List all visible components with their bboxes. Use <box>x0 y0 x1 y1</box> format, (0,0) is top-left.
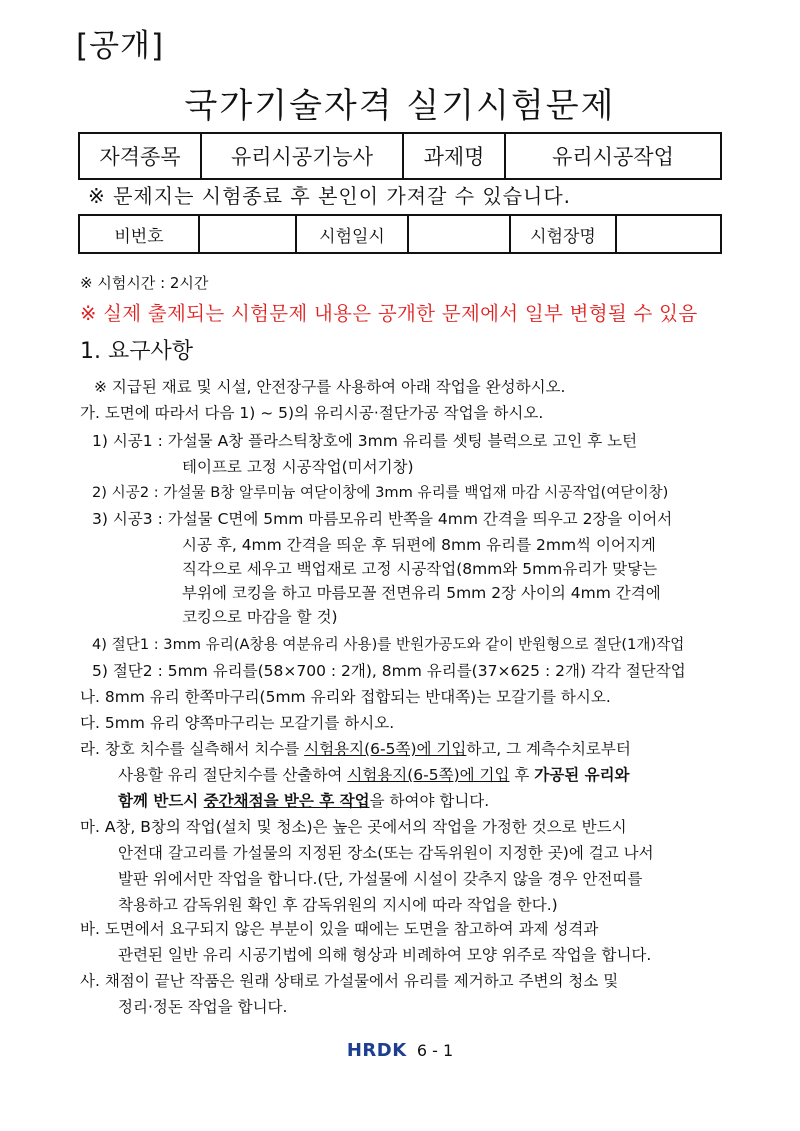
item-s3-line1: 3) 시공3 : 가설물 C면에 5mm 마름모유리 반쪽을 4mm 간격을 띄우고 2장을 이어서 <box>92 510 673 528</box>
ra-underlined: 시험용지(6-5쪽)에 기입 <box>304 740 467 758</box>
intro-line: ※ 지급된 재료 및 시설, 안전장구를 사용하여 아래 작업을 완성하시오. <box>94 378 566 396</box>
item-ma-line3: 발판 위에서만 작업을 합니다.(단, 가설물에 시설이 갖추지 않을 경우 안전띠를 <box>118 870 643 888</box>
page-footer <box>0 1040 800 1061</box>
item-s3-line2: 시공 후, 4mm 간격을 띄운 후 뒤편에 8mm 유리를 2mm씩 이어지게 <box>182 536 656 554</box>
notice-text: ※ 문제지는 시험종료 후 본인이 가져갈 수 있습니다. <box>88 184 572 208</box>
ra-text: 후 <box>509 766 535 784</box>
item-s3-line3: 직각으로 세우고 백업재로 고정 시공작업(8mm와 5mm유리가 맞닿는 <box>182 560 658 578</box>
seat-number-value <box>199 215 296 253</box>
task-label: 과제명 <box>403 133 505 179</box>
public-stamp: [공개] <box>76 28 165 64</box>
hrdk-logo: HRDK <box>346 1040 407 1061</box>
ra-bold-underlined: 중간채점을 받은 후 작업 <box>203 792 370 810</box>
item-ma-line1: 마. A창, B창의 작업(설치 및 청소)은 높은 곳에서의 작업을 가정한 것으로 반드시 <box>80 818 627 836</box>
item-ra-line1 <box>80 738 631 760</box>
exam-date-value <box>408 215 510 253</box>
item-s1-line1: 1) 시공1 : 가설물 A창 플라스틱창호에 3mm 유리를 셋팅 블럭으로 고인 후 노턴 <box>92 432 638 450</box>
item-ga: 가. 도면에 따라서 다음 1) ~ 5)의 유리시공·절단가공 작업을 하시오. <box>80 404 544 422</box>
ra-text: 라. 창호 치수를 실측해서 치수를 <box>80 740 305 758</box>
qualification-label: 자격종목 <box>79 133 201 179</box>
change-warning: ※ 실제 출제되는 시험문제 내용은 공개한 문제에서 일부 변형될 수 있음 <box>80 302 698 325</box>
item-ba-line1: 바. 도면에서 요구되지 않은 부분이 있을 때에는 도면을 참고하여 과제 성격과 <box>80 920 599 938</box>
ra-text: 사용할 유리 절단치수를 산출하여 <box>118 766 348 784</box>
item-ra-line3 <box>118 790 489 812</box>
item-ba-line2: 관련된 일반 유리 시공기법에 의해 형상과 비례하여 모양 위주로 작업을 합니다. <box>118 946 652 964</box>
ra-text: 하고, 그 계측수치로부터 <box>466 740 631 758</box>
item-s1-line2: 테이프로 고정 시공작업(미서기창) <box>182 458 414 476</box>
exam-info-table <box>78 214 722 254</box>
item-ma-line4: 착용하고 감독위원 확인 후 감독위원의 지시에 따라 작업을 한다.) <box>118 896 558 914</box>
ra-bold: 함께 반드시 <box>118 792 204 810</box>
item-na: 나. 8mm 유리 한쪽마구리(5mm 유리와 접합되는 반대쪽)는 모갈기를 하시오. <box>80 688 611 706</box>
ra-underlined: 시험용지(6-5쪽)에 기입 <box>347 766 510 784</box>
item-sa-line1: 사. 채점이 끝난 작품은 원래 상태로 가설물에서 유리를 제거하고 주변의 청소 및 <box>80 972 619 990</box>
exam-date-label: 시험일시 <box>296 215 408 253</box>
item-s4: 4) 절단1 : 3mm 유리(A창용 여분유리 사용)를 반원가공도와 같이 반원형으로 절단(1개)작업 <box>92 636 685 653</box>
item-s3-line4: 부위에 코킹을 하고 마름모꼴 전면유리 5mm 2장 사이의 4mm 간격에 <box>182 584 661 602</box>
ra-text: 을 하여야 합니다. <box>369 792 490 810</box>
seat-number-label: 비번호 <box>79 215 199 253</box>
item-sa-line2: 정리·정돈 작업을 합니다. <box>118 998 288 1016</box>
page-number: 6 - 1 <box>416 1041 454 1060</box>
item-s3-line5: 코킹으로 마감을 할 것) <box>182 608 338 626</box>
item-s2: 2) 시공2 : 가설물 B창 알루미늄 여닫이창에 3mm 유리를 백업재 마감 시공작업(여닫이창) <box>92 484 669 501</box>
exam-site-label: 시험장명 <box>510 215 616 253</box>
ra-bold: 가공된 유리와 <box>534 766 630 784</box>
item-da: 다. 5mm 유리 양쪽마구리는 모갈기를 하시오. <box>80 714 395 732</box>
item-ma-line2: 안전대 갈고리를 가설물의 지정된 장소(또는 감독위원이 지정한 곳)에 걸고 나서 <box>118 844 654 862</box>
item-s5: 5) 절단2 : 5mm 유리를(58×700 : 2개), 8mm 유리를(37×625 : 2개) 각각 절단작업 <box>92 662 686 680</box>
item-ra-line2 <box>118 764 630 786</box>
exam-time: ※ 시험시간 : 2시간 <box>80 274 209 292</box>
page-title: 국가기술자격 실기시험문제 <box>184 86 616 126</box>
section-heading: 1. 요구사항 <box>80 339 193 364</box>
task-value: 유리시공작업 <box>505 133 721 179</box>
qualification-value: 유리시공기능사 <box>201 133 403 179</box>
qualification-table <box>78 132 722 180</box>
exam-site-value <box>616 215 721 253</box>
